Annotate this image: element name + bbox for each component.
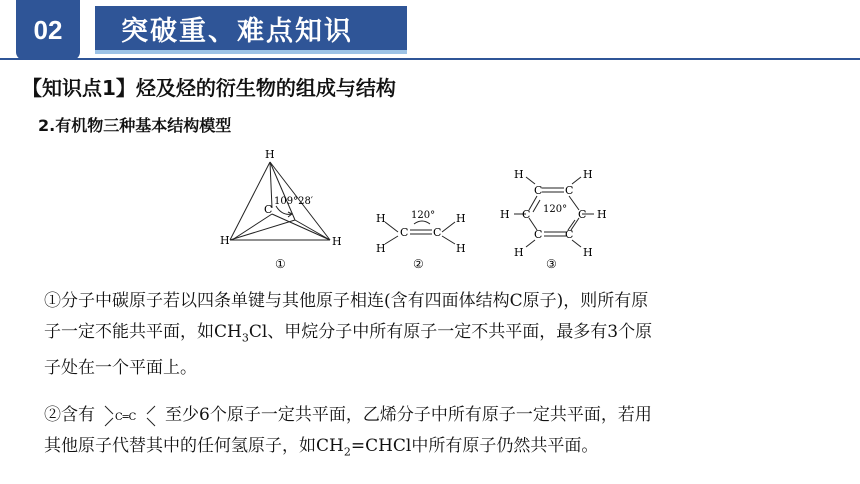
- tetra-h-right: H: [332, 235, 342, 248]
- ethylene-h-bottom-right: H: [456, 242, 466, 255]
- section-title: 突破重、难点知识: [121, 15, 353, 47]
- ethylene-model-label: ②: [413, 257, 424, 271]
- cc-double-bond-inline-formula: [95, 401, 165, 431]
- tetra-model-label: ①: [275, 257, 286, 271]
- benzene-model-label: ③: [546, 257, 557, 271]
- paragraph-2-subscript: 2: [343, 445, 351, 459]
- cc-formula-text: C═C: [115, 411, 137, 423]
- paragraph-2-line-2-b: =CHCl中所有原子仍然共平面。: [350, 436, 599, 456]
- tetra-bond-angle: 109°28′: [274, 196, 314, 207]
- tetra-c-center: C: [264, 203, 273, 216]
- paragraph-1-line-1: ①分子中碳原子若以四条单键与其他原子相连(含有四面体结构C原子)，则所有原: [44, 291, 649, 311]
- ethylene-c-right: C: [433, 226, 442, 239]
- benzene-h-5: H: [514, 246, 524, 259]
- knowledge-point-heading: 【知识点1】烃及烃的衍生物的组成与结构: [22, 76, 396, 100]
- paragraph-1-line-2-a: 子一定不能共平面，如CH: [44, 322, 242, 342]
- ethylene-h-top-left: H: [376, 212, 386, 225]
- paragraph-2-line-1-a: ②含有: [44, 405, 95, 425]
- benzene-c-6: C: [565, 228, 574, 241]
- ethylene-h-bottom-left: H: [376, 242, 386, 255]
- tetra-h-top: H: [265, 148, 275, 161]
- structure-models-svg: [210, 140, 630, 275]
- section-number-badge: [16, 0, 80, 60]
- benzene-c-3: C: [522, 208, 531, 221]
- section-number: 02: [33, 14, 63, 45]
- benzene-c-4: C: [578, 208, 587, 221]
- ethylene-h-top-right: H: [456, 212, 466, 225]
- benzene-c-2: C: [565, 184, 574, 197]
- paragraph-1-subscript: 3: [241, 331, 249, 345]
- ethylene-model: [385, 221, 455, 244]
- paragraph-1-line-2: [44, 317, 652, 353]
- benzene-h-1: H: [514, 168, 524, 181]
- paragraph-tetrahedral: [44, 286, 652, 384]
- section-title-bar: [95, 6, 407, 50]
- paragraph-2-line-1: [44, 400, 652, 431]
- benzene-h-4: H: [597, 208, 607, 221]
- paragraph-2-line-2: [44, 431, 652, 467]
- benzene-c-5: C: [534, 228, 543, 241]
- benzene-bond-angle: 120°: [543, 204, 568, 215]
- ethylene-bond-angle: 120°: [411, 210, 436, 221]
- benzene-h-3: H: [500, 208, 510, 221]
- ethylene-c-left: C: [400, 226, 409, 239]
- cc-double-bond-svg: [95, 401, 165, 431]
- header-divider-line: [0, 58, 860, 60]
- structure-models-figure: [210, 140, 630, 275]
- benzene-c-1: C: [534, 184, 543, 197]
- title-accent-line: [95, 50, 407, 54]
- paragraph-2-line-2-a: 其他原子代替其中的任何氢原子，如CH: [44, 436, 344, 456]
- paragraph-1-line-2-b: Cl、甲烷分子中所有原子一定不共平面，最多有3个原: [248, 322, 653, 342]
- paragraph-ethylene: [44, 400, 652, 467]
- benzene-h-2: H: [583, 168, 593, 181]
- paragraph-2-line-1-b: 至少6个原子一定共平面，乙烯分子中所有原子一定共平面，若用: [165, 405, 652, 425]
- tetra-h-left: H: [220, 234, 230, 247]
- benzene-h-6: H: [583, 246, 593, 259]
- structure-models-subheading: 2.有机物三种基本结构模型: [38, 116, 232, 135]
- paragraph-1-line-3: 子处在一个平面上。: [44, 358, 197, 379]
